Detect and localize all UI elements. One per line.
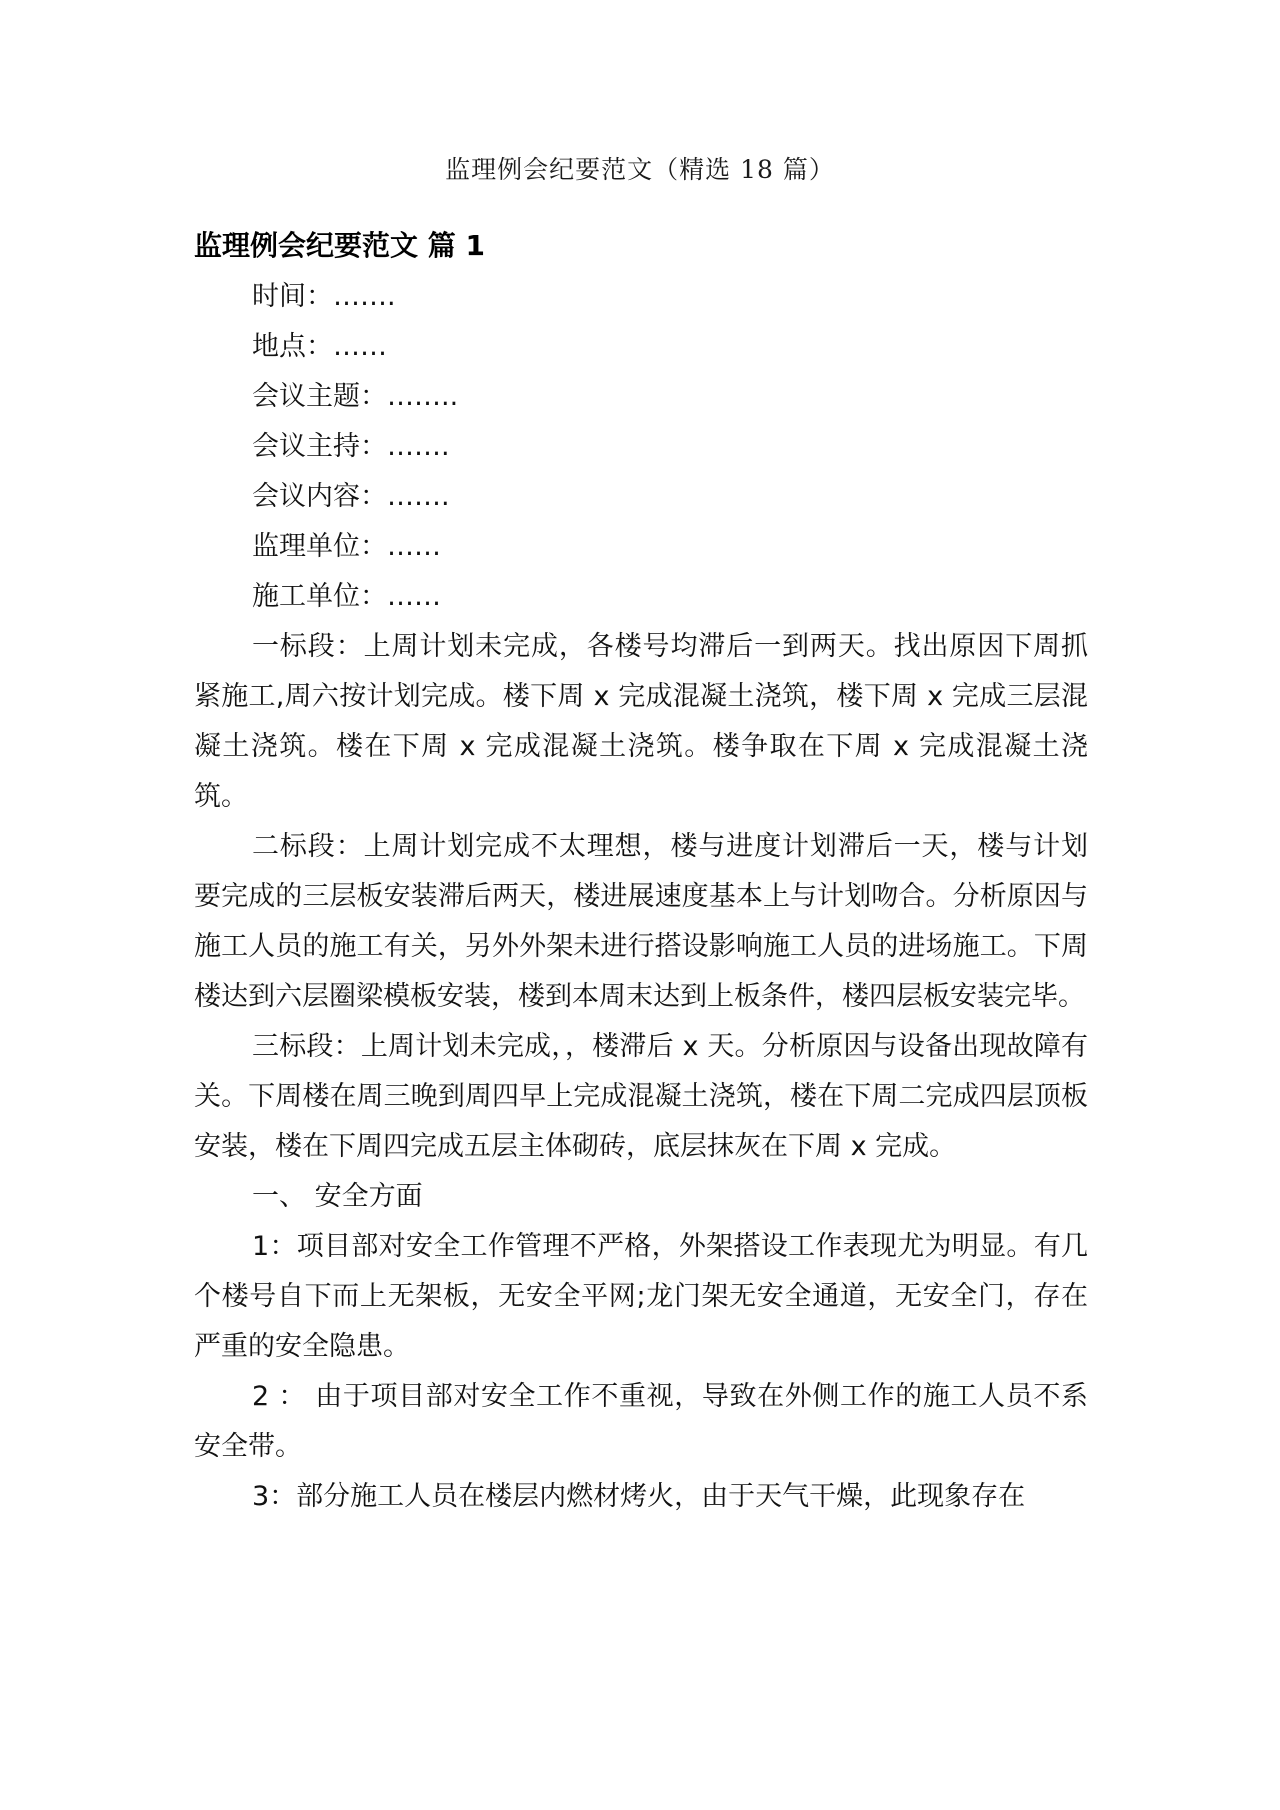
field-construction-unit: 施工单位：…… [252, 581, 441, 612]
paragraph-safety-item-1: 1：项目部对安全工作管理不严格，外架搭设工作表现尤为明显。有几个楼号自下而上无架板，无安全平网;龙门架无安全通道，无安全门，存在严重的安全隐患。 [194, 1231, 1088, 1362]
paragraph-safety-item-3: 3：部分施工人员在楼层内燃材烤火，由于天气干燥，此现象存在 [252, 1481, 1026, 1512]
field-time: 时间：……. [252, 281, 396, 312]
paragraph-section-3: 三标段：上周计划未完成，，楼滞后 x 天。分析原因与设备出现故障有关。下周楼在周三晚到周四早上完成混凝土浇筑，楼在下周二完成四层顶板安装，楼在下周四完成五层主体砌砖，底层抹灰在下周 x 完成。 [194, 1031, 1088, 1162]
section-heading: 监理例会纪要范文 篇 1 [194, 229, 485, 262]
field-meeting-topic: 会议主题：…….. [252, 381, 459, 412]
paragraph-section-2: 二标段：上周计划完成不太理想，楼与进度计划滞后一天，楼与计划要完成的三层板安装滞后两天，楼进展速度基本上与计划吻合。分析原因与施工人员的施工有关，另外外架未进行搭设影响施工人员的进场施工。下周楼达到六层圈梁模板安装，楼到本周末达到上板条件，楼四层板安装完毕。 [194, 831, 1088, 1012]
paragraph-safety-heading: 一、 安全方面 [252, 1181, 423, 1212]
field-meeting-host: 会议主持：……. [252, 431, 450, 462]
paragraph-section-1: 一标段：上周计划未完成，各楼号均滞后一到两天。找出原因下周抓紧施工,周六按计划完成。楼下周 x 完成混凝土浇筑，楼下周 x 完成三层混凝土浇筑。楼在下周 x 完成混凝土浇筑。楼争取在下周 x 完成混凝土浇筑。 [194, 631, 1088, 812]
document-title: 监理例会纪要范文（精选 18 篇） [445, 155, 835, 184]
document-body [194, 222, 1088, 1522]
field-supervision-unit: 监理单位：…… [252, 531, 441, 562]
field-meeting-content: 会议内容：……. [252, 481, 450, 512]
paragraph-safety-item-2: 2 ： 由于项目部对安全工作不重视，导致在外侧工作的施工人员不系安全带。 [194, 1381, 1088, 1462]
field-location: 地点：…… [252, 331, 387, 362]
